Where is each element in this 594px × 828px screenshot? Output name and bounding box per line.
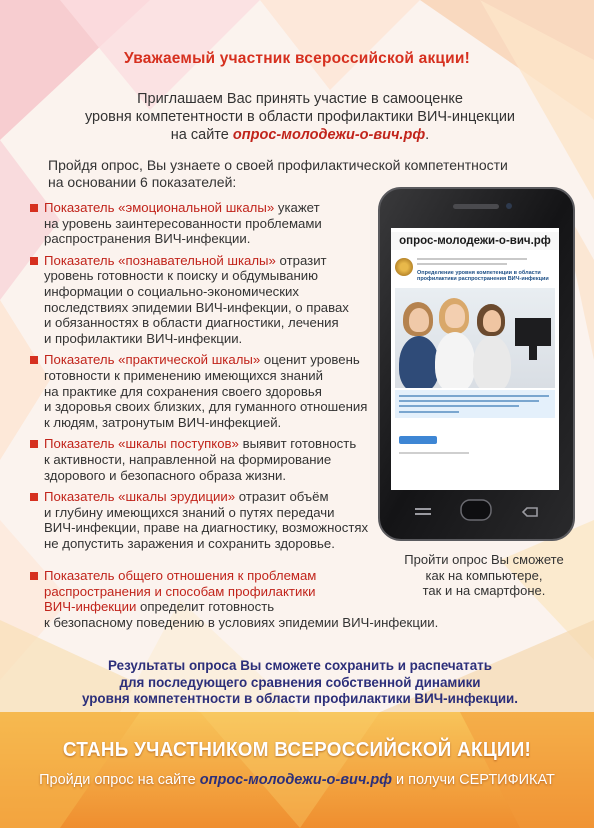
indicator-practical: [30, 352, 375, 430]
person-body: [399, 336, 439, 388]
caption-line-3: так и на смартфоне.: [422, 583, 546, 598]
indicator-emotional: [30, 200, 375, 247]
indicator-name: Показатель «шкалы эрудиции»: [44, 489, 236, 505]
indicator-line: на практике для сохранения своего здоровья: [44, 383, 322, 399]
indicator-text: отразит объём: [235, 489, 329, 505]
monitor-icon: [515, 318, 551, 346]
students-photo: [395, 288, 555, 388]
person-body: [473, 336, 511, 388]
bullet-square-icon: [30, 493, 38, 501]
start-survey-button[interactable]: [399, 436, 437, 444]
indicator-line: здорового и безопасного образа жизни.: [44, 467, 287, 483]
intro-line-2: на основании 6 показателей:: [48, 174, 237, 190]
indicator-cognitive: [30, 253, 375, 347]
bullet-square-icon: [30, 356, 38, 364]
indicator-line: к безопасному поведению в условиях эпидемии ВИЧ-инфекции.: [44, 614, 439, 630]
cta-suffix: и получи СЕРТИФИКАТ: [392, 772, 555, 788]
indicator-text: укажет: [274, 200, 320, 215]
site-header: [395, 256, 555, 286]
bullet-square-icon: [30, 257, 38, 265]
bullet-square-icon: [30, 440, 38, 448]
info-line: [399, 400, 539, 402]
monitor-stand: [529, 346, 537, 360]
indicator-name: Показатель «познавательной шкалы»: [44, 252, 276, 268]
indicator-text: определит готовность: [136, 599, 275, 615]
invite-site-suffix: .: [425, 127, 430, 143]
indicator-name: Показатель «практической шкалы»: [44, 352, 261, 368]
device-caption: [384, 552, 584, 599]
indicator-line: и здоровья своих близких, для гуманного отношения: [44, 399, 368, 415]
info-line: [399, 395, 549, 397]
header-line: [417, 263, 507, 265]
person-face: [483, 310, 501, 332]
indicator-line: готовности к применению имеющихся знаний: [44, 367, 323, 383]
bottom-banner-background: [0, 712, 594, 828]
results-note: [40, 658, 560, 708]
indicator-line: к активности, направленной на формирование: [44, 451, 332, 467]
invite-line-2: уровня компетентности в области профилактики ВИЧ-инцекции: [84, 109, 516, 125]
indicator-line: уровень готовности к поиску и обдумыванию: [44, 268, 318, 284]
indicator-line: и обязанностях в области диагностики, лечения: [44, 315, 339, 331]
indicator-name: распространения и способам профилактики: [44, 583, 316, 599]
indicator-line: не допустить заражения и сохранить здоровье.: [44, 535, 335, 551]
info-line: [399, 411, 459, 413]
info-box: [395, 390, 555, 418]
survey-site-link[interactable]: опрос-молодежи-о-вич.рф: [232, 127, 426, 143]
indicator-line: информации о социально-экономических: [44, 283, 299, 299]
invite-line-3: [40, 126, 560, 144]
bullet-square-icon: [30, 204, 38, 212]
indicator-line: и профилактики ВИЧ-инфекции.: [44, 330, 243, 346]
indicator-line: последствиях эпидемии ВИЧ-инфекции, о правах: [44, 299, 349, 315]
indicator-erudition: [30, 489, 375, 551]
person-face: [409, 308, 429, 332]
person-body: [435, 332, 475, 388]
page-title: Уважаемый участник всероссийской акции!: [124, 50, 470, 67]
indicator-name: ВИЧ-инфекции: [44, 599, 137, 615]
invite-line-1: Приглашаем Вас принять участие в самооценке: [137, 91, 463, 107]
invite-site-prefix: на сайте: [170, 127, 233, 143]
site-title: Определение уровня компетенции в области профилактики распространения ВИЧ-инфекции: [417, 270, 549, 282]
indicator-name: Показатель общего отношения к проблемам: [44, 568, 317, 583]
cta-prefix: Пройди опрос на сайте: [39, 772, 200, 788]
emblem-icon: [395, 258, 413, 276]
indicator-text: оценит уровень: [260, 352, 360, 368]
call-to-action-subline: [0, 772, 594, 788]
indicator-actions: [30, 436, 375, 483]
indicator-line: на уровень заинтересованности проблемами: [44, 215, 322, 231]
indicator-line: [44, 599, 460, 615]
intro-line-1: Пройдя опрос, Вы узнаете о своей профилактической компетентности: [48, 157, 508, 173]
indicator-text: выявит готовность: [238, 436, 357, 452]
header-line: [417, 258, 527, 260]
home-button[interactable]: [461, 500, 491, 520]
cta-site-link[interactable]: опрос-молодежи-о-вич.рф: [199, 772, 393, 788]
indicator-line: ВИЧ-инфекции, праве на диагностику, возможностях: [44, 520, 369, 536]
indicator-text: отразит: [275, 252, 327, 268]
indicator-line: и глубину имеющихся знаний о путях передачи: [44, 504, 335, 520]
call-to-action-headline: СТАНЬ УЧАСТНИКОМ ВСЕРОССИЙСКОЙ АКЦИИ!: [62, 738, 532, 761]
caption-line-2: как на компьютере,: [425, 567, 543, 583]
results-line-3: уровня компетентности в области профилактики ВИЧ-инфекции.: [81, 691, 519, 706]
info-line: [399, 405, 519, 407]
phone-screen: [391, 228, 559, 490]
caption-line-1: Пройти опрос Вы сможете: [404, 552, 564, 567]
results-line-1: Результаты опроса Вы сможете сохранить и распечатать: [108, 658, 492, 673]
indicator-line: к людям, затронутым ВИЧ-инфекцией.: [44, 414, 282, 430]
bullet-square-icon: [30, 572, 38, 580]
person-face: [445, 304, 465, 328]
indicator-line: распространения ВИЧ-инфекции.: [44, 231, 251, 247]
indicator-name: Показатель «эмоциональной шкалы»: [44, 200, 275, 215]
invitation-text: [40, 90, 560, 144]
footer-line: [399, 452, 469, 454]
indicator-name: Показатель «шкалы поступков»: [44, 436, 239, 452]
indicators-list: [30, 200, 375, 557]
address-bar[interactable]: опрос-молодежи-о-вич.рф: [391, 232, 559, 250]
results-line-2: для последующего сравнения собственной динамики: [119, 674, 481, 690]
